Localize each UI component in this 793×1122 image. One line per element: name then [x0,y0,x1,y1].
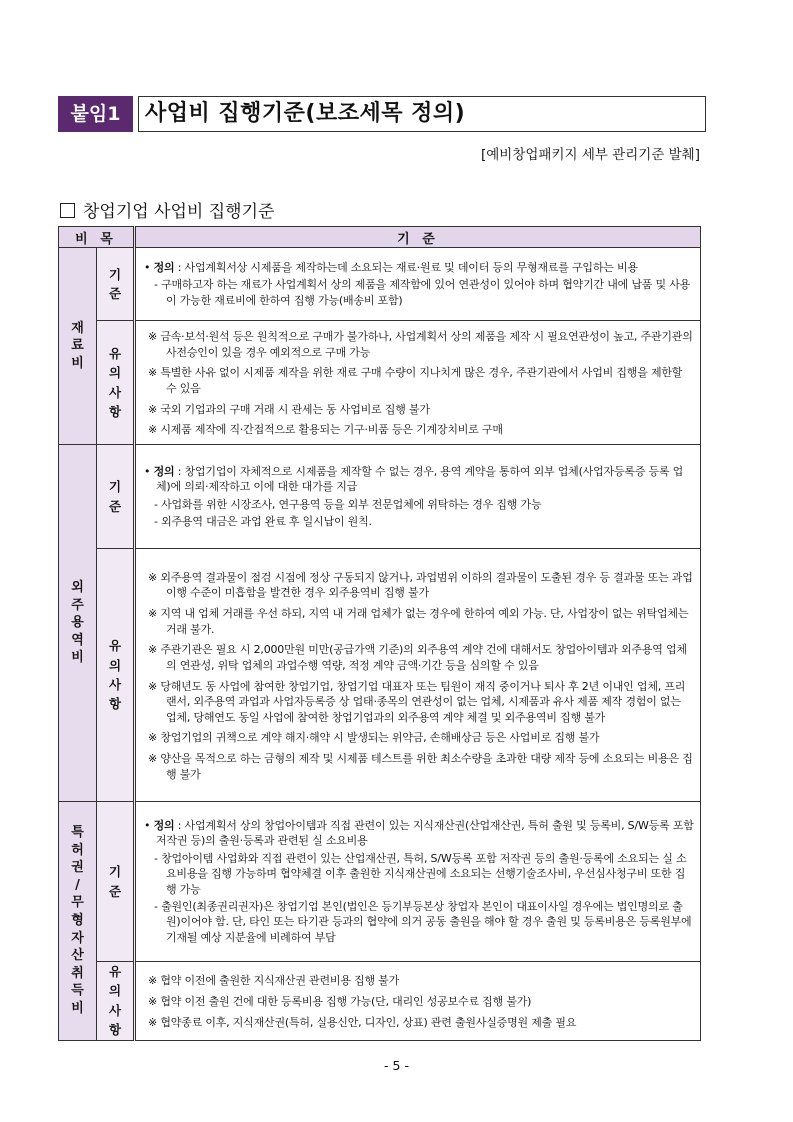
outsourcing-definition: • 정의 : 창업기업이 자체적으로 시제품을 제작할 수 없는 경우, 용역 계약을 통하여 외부 업체(사업자등록증 등록 업체)에 의뢰·제작하고 이에 대한 대가를 지급 [144,464,684,494]
section-title-text: 창업기업 사업비 집행기준 [83,202,275,222]
header-item: 비 목 [59,227,135,248]
page-title: 사업비 집행기준(보조세목 정의) [138,96,706,132]
ip-criterion: - 출원인(최종권리권자)은 창업기업 본인(법인은 등기부등본상 창업자 본인이 대표이사일 경우에는 법인명의로 출원)이어야 함. 단, 타인 또는 타기관 등과의 협약에 의거 공동 출원을 해야 할 경우 출원 및 등록비용은 등록원부에 기재될 예상 지분율에 비례하여 부담 [154,899,692,944]
materials-notes-content [135,321,701,445]
category-ip-label: 특 허 권 / 무 형 자 산 취 득 비 [71,825,84,1016]
ip-standard-content [135,802,701,962]
outsourcing-note: ※ 창업기업의 귀책으로 계약 해지·해약 시 발생되는 위약금, 손해배상금 등은 사업비로 집행 불가 [148,731,600,745]
materials-criterion: - 구매하고자 하는 재료가 사업계획서 상의 제품을 제작함에 있어 연관성이 있어야 하며 협약기간 내에 납품 및 사용이 가능한 재료비에 한하여 집행 가능(배송비 포함) [154,278,691,307]
ip-note: ※ 협약 이전 출원 건에 대한 등록비용 집행 가능(단, 대리인 성공보수료 집행 불가) [148,994,532,1008]
category-outsourcing-label: 외 주 용 역 비 [71,580,84,666]
definition-label: 정의 [153,464,175,478]
outsourcing-criterion: - 사업화를 위한 시장조사, 연구용역 등을 외부 전문업체에 위탁하는 경우 집행 가능 [154,498,542,511]
definition-label: 정의 [153,260,175,274]
notes-label: 유 의 사 항 [108,638,122,712]
outsourcing-note: ※ 외주용역 결과물이 점검 시점에 정상 구동되지 않거나, 과업범위 이하의 결과물이 도출된 경우 등 결과물 또는 과업이행 수준이 미흡함을 발견한 경우 외주용역비 집행 불가 [148,570,693,600]
page-number: - 5 - [384,1058,409,1073]
standard-label: 기 준 [108,479,122,514]
ip-criterion: - 창업아이템 사업화와 직접 관련이 있는 산업재산권, 특허, S/W등록 포함 저작권 등의 출원·등록에 소요되는 실 소요비용을 집행 가능하며 협약체결 이후 출원한 지식재산권에 소요되는 선행기술조사비, 우선심사청구비 또한 집행 가능 [154,851,687,896]
attachment-badge: 붙임1 [58,96,133,132]
outsourcing-criterion: - 외주용역 대금은 과업 완료 후 일시납이 원칙. [154,514,372,528]
category-materials [59,248,97,445]
materials-standard-label [97,248,135,321]
outsourcing-note: ※ 양산을 목적으로 하는 금형의 제작 및 시제품 테스트를 위한 최소수량을 초과한 대량 제작 등에 소요되는 비용은 집행 불가 [148,751,693,781]
outsourcing-standard-label [97,445,135,549]
outsourcing-note: ※ 당해년도 동 사업에 참여한 창업기업, 창업기업 대표자 또는 팀원이 재직 중이거나 퇴사 후 2년 이내인 업체, 프리랜서, 외주용역 과업과 사업자등록증 상 업태·종목의 연관성이 없는 업체, 시제품과 유사 제품 제작 경험이 없는 업체, 당해연도 동일 사업에 참여한 창업기업과의 외주용역 계약 체결 및 외주용역비 집행 불가 [148,679,686,724]
materials-note: ※ 시제품 제작에 직·간접적으로 활용되는 기구·비품 등은 기계장치비로 구매 [148,423,503,437]
subtitle: [예비창업패키지 세부 관리기준 발췌] [480,147,700,163]
standard-label: 기 준 [108,864,122,899]
materials-note: ※ 금속·보석·원석 등은 원칙적으로 구매가 불가하나, 사업계획서 상의 제품을 제작 시 필요연관성이 높고, 주관기관의 사전승인이 있을 경우 예외적으로 구매 가능 [148,330,693,359]
definition-text: : 창업기업이 자체적으로 시제품을 제작할 수 없는 경우, 용역 계약을 통하여 외부 업체(사업자등록증 등록 업체)에 의뢰·제작하고 이에 대한 대가를 지급 [156,464,684,494]
outsourcing-notes-label [97,549,135,802]
ip-note: ※ 협약종료 이후, 지식재산권(특허, 실용신안, 디자인, 상표) 관련 출원사실증명원 제출 필요 [148,1015,577,1029]
ip-note: ※ 협약 이전에 출원한 지식재산권 관련비용 집행 불가 [148,974,400,988]
outsourcing-note: ※ 주관기관은 필요 시 2,000만원 미만(공급가액 기준)의 외주용역 계약 건에 대해서도 창업아이템과 외주용역 업체의 연관성, 위탁 업체의 과업수행 역량, 적정 계약 금액·기간 등을 심의할 수 있음 [148,643,687,672]
header-standard: 기 준 [135,227,701,248]
materials-note: ※ 국외 기업과의 구매 거래 시 관세는 동 사업비로 집행 불가 [148,402,430,416]
outsourcing-note: ※ 지역 내 업체 거래를 우선 하되, 지역 내 거래 업체가 없는 경우에 한하여 예외 가능. 단, 사업장이 없는 위탁업체는 거래 불가. [148,607,689,636]
definition-text: : 사업계획서상 시제품을 제작하는데 소요되는 재료·원료 및 데이터 등의 무형재료를 구입하는 비용 [174,260,638,274]
ip-definition: • 정의 : 사업계획서 상의 창업아이템과 직접 관련이 있는 지식재산권(산업재산권, 특허 출원 및 등록비, S/W등록 포함 저작권 등)의 출원·등록과 관련된 실 소요비용 [144,818,694,848]
expense-standards-table [58,226,701,1041]
category-ip [59,802,97,1041]
category-outsourcing [59,445,97,802]
materials-note: ※ 특별한 사유 없이 시제품 제작을 위한 재료 구매 수량이 지나치게 많은 경우, 주관기관에서 사업비 집행을 제한할 수 있음 [148,366,683,395]
materials-notes-label [97,321,135,445]
ip-standard-label [97,802,135,962]
standard-label: 기 준 [108,266,122,301]
section-title [60,197,274,222]
notes-label: 유 의 사 항 [108,345,122,419]
category-materials-label: 재 료 비 [71,320,84,371]
definition-label: 정의 [153,818,175,832]
materials-definition: • 정의 : 사업계획서상 시제품을 제작하는데 소요되는 재료·원료 및 데이터 등의 무형재료를 구입하는 비용 [144,260,638,274]
definition-text: : 사업계획서 상의 창업아이템과 직접 관련이 있는 지식재산권(산업재산권, 특허 출원 및 등록비, S/W등록 포함 저작권 등)의 출원·등록과 관련된 실 소요비용 [156,818,694,848]
ip-notes-label [97,962,135,1041]
checkbox-square-icon [60,203,75,218]
ip-notes-content [135,962,701,1041]
title-bar [58,96,700,132]
notes-label: 유 의 사 항 [108,964,122,1038]
outsourcing-standard-content [135,445,701,549]
outsourcing-notes-content [135,549,701,802]
materials-standard-content [135,248,701,321]
